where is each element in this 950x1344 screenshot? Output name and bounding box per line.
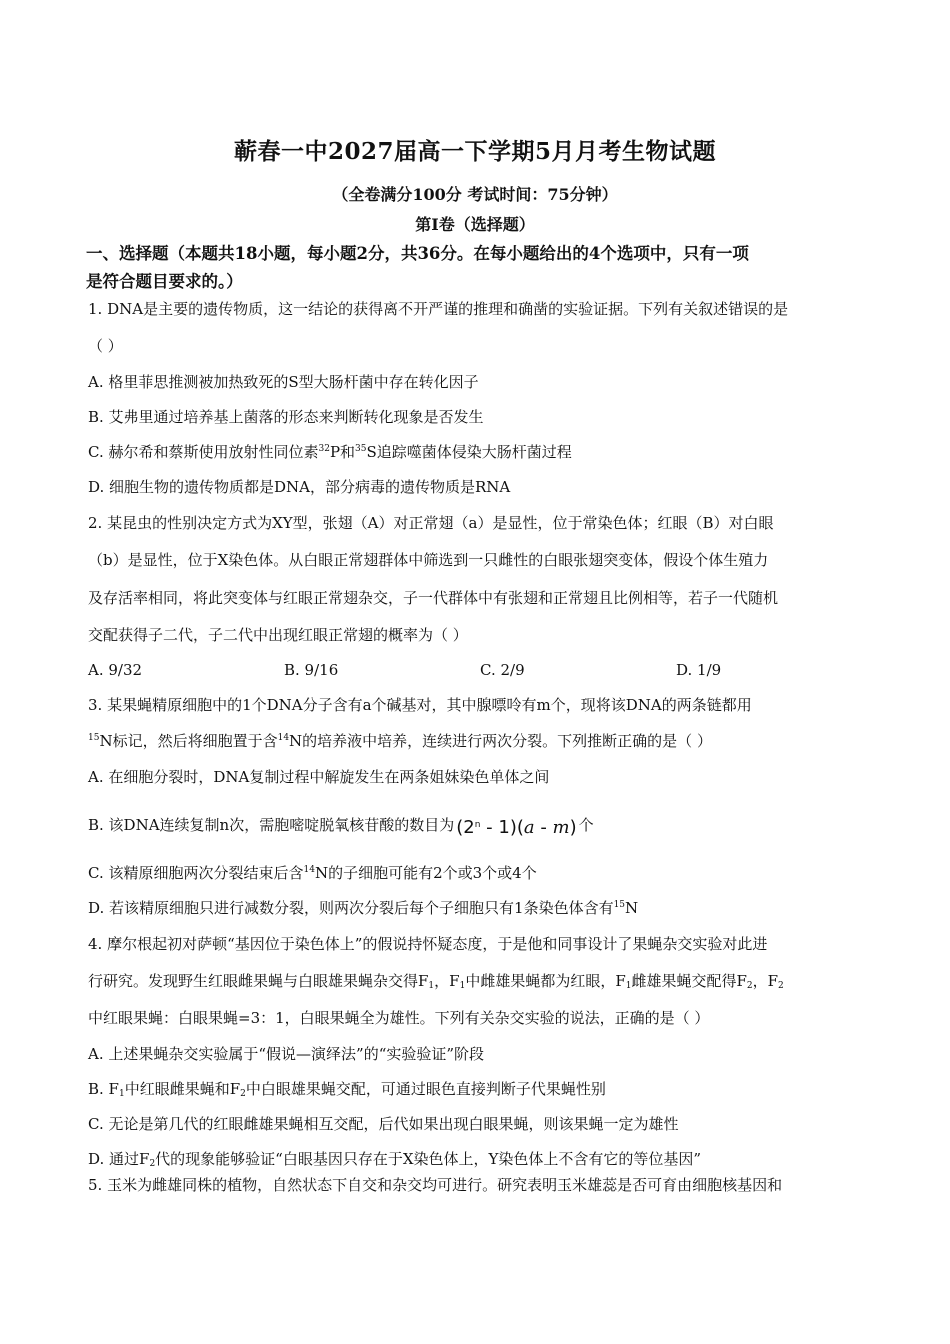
question-2-option-d: D. 1/9 <box>676 661 722 679</box>
section-heading <box>86 240 876 296</box>
question-3-option-b: B. 该DNA连续复制n次，需胞嘧啶脱氧核苷酸的数目为 (2$^n$ - 1)(a - m) 个 <box>88 816 594 838</box>
question-2-option-a: A. 9/32 <box>88 661 143 679</box>
question-3-stem: $^{15}$N标记，然后将细胞置于含$^{14}$N的培养液中培养，连续进行两次分裂。下列推断正确的是（ ） <box>88 732 712 750</box>
question-2-option-b: B. 9/16 <box>284 661 339 679</box>
question-2-option-c: C. 2/9 <box>480 661 525 679</box>
formula: (2$^n$ - 1)(a - m) <box>456 817 577 838</box>
section-heading-line: 一、选择题（本题共18小题，每小题2分，共36分。在每小题给出的4个选项中，只有一项 <box>86 244 749 263</box>
question-3-stem: 3. 某果蝇精原细胞中的1个DNA分子含有a个碱基对，其中腺嘌呤有m个，现将该DNA的两条链都用 <box>88 696 752 714</box>
question-1-stem: （ ） <box>88 337 123 355</box>
question-2-options <box>88 660 878 680</box>
exam-info: （全卷满分100分 考试时间：75分钟） <box>332 185 618 204</box>
question-4-stem: 行研究。发现野生红眼雌果蝇与白眼雄果蝇杂交得$F_1$，$F_1$中雌雄果蝇都为红眼，$F_1$雌雄果蝇交配得$F_2$，$F_2$ <box>88 972 784 991</box>
section-heading-line: 是符合题目要求的。） <box>86 272 243 291</box>
question-1-option-a: A. 格里菲思推测被加热致死的S型大肠杆菌中存在转化因子 <box>88 373 479 391</box>
page-title: 蕲春一中2027届高一下学期5月月考生物试题 <box>233 138 717 165</box>
question-1-option-d: D. 细胞生物的遗传物质都是DNA，部分病毒的遗传物质是RNA <box>88 478 511 496</box>
question-4-option-d: D. 通过$F_2$代的现象能够验证“白眼基因只存在于X染色体上，Y染色体上不含有它的等位基因” <box>88 1150 702 1169</box>
question-3-option-c: C. 该精原细胞两次分裂结束后含$^{14}$N的子细胞可能有2个或3个或4个 <box>88 864 537 882</box>
question-2-stem: 及存活率相同，将此突变体与红眼正常翅杂交，子一代群体中有张翅和正常翅且比例相等，若子一代随机 <box>88 589 779 607</box>
question-2-stem: （b）是显性，位于X染色体。从白眼正常翅群体中筛选到一只雌性的白眼张翅突变体，假设个体生殖力 <box>88 551 769 569</box>
question-1-option-b: B. 艾弗里通过培养基上菌落的形态来判断转化现象是否发生 <box>88 408 484 426</box>
question-2-stem: 2. 某昆虫的性别决定方式为XY型，张翅（A）对正常翅（a）是显性，位于常染色体；红眼（B）对白眼 <box>88 514 774 532</box>
question-4-stem: 中红眼果蝇：白眼果蝇=3：1，白眼果蝇全为雄性。下列有关杂交实验的说法，正确的是（ ） <box>88 1009 710 1027</box>
part-heading: 第I卷（选择题） <box>415 215 535 234</box>
question-1-option-c: C. 赫尔希和蔡斯使用放射性同位素$^{32}$P和$^{35}$S追踪噬菌体侵染大肠杆菌过程 <box>88 443 572 461</box>
question-5-stem: 5. 玉米为雌雄同株的植物，自然状态下自交和杂交均可进行。研究表明玉米雄蕊是否可育由细胞核基因和 <box>88 1176 783 1194</box>
question-3-option-a: A. 在细胞分裂时，DNA复制过程中解旋发生在两条姐妹染色单体之间 <box>88 768 550 786</box>
question-2-stem: 交配获得子二代，子二代中出现红眼正常翅的概率为（ ） <box>88 626 468 644</box>
question-4-option-c: C. 无论是第几代的红眼雌雄果蝇相互交配，后代如果出现白眼果蝇，则该果蝇一定为雄性 <box>88 1115 679 1133</box>
question-4-stem: 4. 摩尔根起初对萨顿“基因位于染色体上”的假说持怀疑态度，于是他和同事设计了果蝇杂交实验对此进 <box>88 935 768 953</box>
question-4-option-a: A. 上述果蝇杂交实验属于“假说—演绎法”的“实验验证”阶段 <box>88 1045 485 1063</box>
question-1-stem: 1. DNA是主要的遗传物质，这一结论的获得离不开严谨的推理和确凿的实验证据。下列有关叙述错误的是 <box>88 300 789 318</box>
question-3-option-d: D. 若该精原细胞只进行减数分裂，则两次分裂后每个子细胞只有1条染色体含有$^{15}$N <box>88 899 639 917</box>
question-4-option-b: B. $F_1$中红眼雌果蝇和$F_2$中白眼雄果蝇交配，可通过眼色直接判断子代果蝇性别 <box>88 1080 606 1099</box>
